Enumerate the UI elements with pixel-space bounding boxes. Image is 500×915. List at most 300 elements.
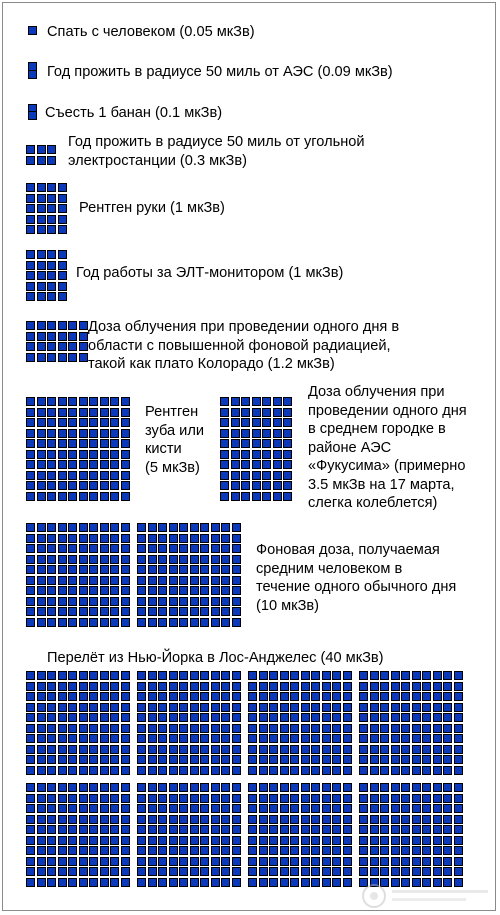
dose-square	[332, 846, 341, 855]
dose-square	[58, 804, 67, 813]
dose-square	[100, 576, 109, 585]
dose-square	[232, 523, 241, 532]
dose-square	[231, 460, 240, 469]
dose-square	[68, 555, 77, 564]
dose-square	[26, 450, 35, 459]
dose-square	[301, 836, 310, 845]
dose-square	[58, 492, 67, 501]
dose-square	[220, 450, 229, 459]
dose-square	[343, 682, 352, 691]
dose-square	[262, 418, 271, 427]
dose-square	[301, 745, 310, 754]
dose-square	[359, 724, 368, 733]
dose-square	[37, 878, 46, 887]
dose-square	[322, 745, 331, 754]
dose-square	[79, 755, 88, 764]
dose-square	[290, 836, 299, 845]
dose-square	[47, 783, 56, 792]
dose-square	[110, 783, 119, 792]
dose-square	[158, 544, 167, 553]
dose-square	[37, 215, 46, 224]
dose-square	[37, 783, 46, 792]
dose-square	[211, 586, 220, 595]
dose-square	[26, 145, 35, 154]
dose-square	[79, 576, 88, 585]
dose-square	[280, 867, 289, 876]
dose-square	[58, 576, 67, 585]
dose-square	[68, 815, 77, 824]
dose-square	[273, 450, 282, 459]
dose-square	[248, 734, 257, 743]
dose-square	[433, 703, 442, 712]
dose-square	[370, 825, 379, 834]
dose-square	[58, 755, 67, 764]
dose-square	[259, 878, 268, 887]
dose-square	[283, 408, 292, 417]
dose-square	[283, 471, 292, 480]
label-line: Доза облучения при проведении одного дня в	[88, 319, 400, 335]
dose-square	[169, 804, 178, 813]
dose-square	[190, 565, 199, 574]
dose-square	[273, 397, 282, 406]
dose-square	[200, 825, 209, 834]
dose-square	[259, 682, 268, 691]
dose-square	[412, 703, 421, 712]
dose-square	[179, 565, 188, 574]
dose-square	[190, 555, 199, 564]
dose-square	[79, 794, 88, 803]
dose-square	[273, 418, 282, 427]
dose-square	[47, 397, 56, 406]
dose-square	[110, 846, 119, 855]
dose-square	[232, 671, 241, 680]
dose-square	[148, 836, 157, 845]
dose-square	[401, 804, 410, 813]
dose-square	[232, 745, 241, 754]
dose-square	[211, 857, 220, 866]
dose-square	[211, 734, 220, 743]
dose-square	[47, 618, 56, 627]
dose-square	[248, 878, 257, 887]
dose-square	[443, 804, 452, 813]
dose-square	[110, 836, 119, 845]
dose-square	[148, 586, 157, 595]
dose-square	[332, 755, 341, 764]
dose-square	[433, 734, 442, 743]
dose-square	[370, 682, 379, 691]
dose-square	[26, 215, 35, 224]
dose-square	[391, 713, 400, 722]
dose-square	[401, 703, 410, 712]
dose-square	[79, 836, 88, 845]
dose-square	[100, 794, 109, 803]
dose-square	[311, 766, 320, 775]
dose-square	[121, 555, 130, 564]
dose-square	[110, 692, 119, 701]
dose-square	[37, 292, 46, 301]
dose-square	[311, 815, 320, 824]
dose-square	[47, 794, 56, 803]
dose-square	[137, 586, 146, 595]
dose-square	[454, 867, 463, 876]
dose-square	[200, 836, 209, 845]
dose-square	[37, 492, 46, 501]
dose-square	[100, 408, 109, 417]
dose-square	[148, 692, 157, 701]
dose-square	[26, 555, 35, 564]
dose-square	[79, 534, 88, 543]
dose-square	[433, 745, 442, 754]
dose-square	[137, 755, 146, 764]
dose-square	[158, 734, 167, 743]
dose-square	[121, 586, 130, 595]
dose-square	[259, 804, 268, 813]
block-flight-8	[359, 783, 463, 887]
dose-square	[26, 724, 35, 733]
dose-square	[259, 857, 268, 866]
dose-square	[231, 418, 240, 427]
dose-square	[290, 857, 299, 866]
dose-square	[301, 857, 310, 866]
dose-square	[290, 878, 299, 887]
dose-square	[311, 682, 320, 691]
dose-square	[37, 460, 46, 469]
dose-square	[169, 703, 178, 712]
dose-square	[343, 846, 352, 855]
dose-square	[179, 794, 188, 803]
dose-square	[190, 794, 199, 803]
dose-square	[454, 745, 463, 754]
dose-square	[443, 867, 452, 876]
dose-square	[301, 825, 310, 834]
dose-square	[200, 745, 209, 754]
dose-square	[232, 783, 241, 792]
dose-square	[412, 766, 421, 775]
dose-square	[110, 671, 119, 680]
dose-square	[259, 867, 268, 876]
dose-square	[211, 755, 220, 764]
dose-square	[343, 867, 352, 876]
dose-square	[158, 703, 167, 712]
dose-square	[443, 825, 452, 834]
dose-square	[68, 867, 77, 876]
dose-square	[200, 555, 209, 564]
dose-square	[89, 804, 98, 813]
dose-square	[232, 713, 241, 722]
dose-square	[322, 682, 331, 691]
dose-square	[179, 766, 188, 775]
dose-square	[280, 766, 289, 775]
block-banana	[28, 104, 37, 120]
dose-square	[343, 692, 352, 701]
dose-square	[290, 682, 299, 691]
dose-square	[322, 703, 331, 712]
dose-square	[68, 703, 77, 712]
dose-square	[169, 815, 178, 824]
dose-square	[248, 825, 257, 834]
dose-square	[179, 534, 188, 543]
label-line: в среднем городке в	[308, 421, 446, 437]
dose-square	[290, 783, 299, 792]
dose-square	[370, 846, 379, 855]
dose-square	[283, 450, 292, 459]
dose-square	[79, 342, 88, 351]
dose-square	[100, 565, 109, 574]
dose-square	[211, 745, 220, 754]
dose-square	[100, 429, 109, 438]
dose-square	[100, 439, 109, 448]
dose-square	[232, 825, 241, 834]
dose-square	[79, 429, 88, 438]
dose-square	[26, 846, 35, 855]
dose-square	[433, 846, 442, 855]
dose-square	[322, 804, 331, 813]
dose-square	[190, 825, 199, 834]
dose-square	[290, 724, 299, 733]
dose-square	[158, 597, 167, 606]
dose-square	[311, 745, 320, 754]
label-line: слегка колеблется)	[308, 495, 438, 511]
dose-square	[269, 846, 278, 855]
dose-square	[311, 755, 320, 764]
dose-square	[283, 439, 292, 448]
dose-square	[68, 878, 77, 887]
dose-square	[137, 766, 146, 775]
dose-square	[190, 692, 199, 701]
dose-square	[47, 292, 56, 301]
label-colorado	[88, 318, 399, 374]
dose-square	[68, 682, 77, 691]
dose-square	[401, 713, 410, 722]
dose-square	[343, 766, 352, 775]
dose-square	[37, 576, 46, 585]
dose-square	[290, 867, 299, 876]
dose-square	[37, 836, 46, 845]
dose-square	[190, 783, 199, 792]
dose-square	[58, 867, 67, 876]
dose-square	[137, 565, 146, 574]
dose-square	[443, 755, 452, 764]
dose-square	[443, 703, 452, 712]
dose-square	[58, 878, 67, 887]
dose-square	[89, 724, 98, 733]
dose-square	[169, 692, 178, 701]
dose-square	[148, 783, 157, 792]
dose-square	[332, 857, 341, 866]
dose-square	[269, 878, 278, 887]
dose-square	[370, 766, 379, 775]
dose-square	[110, 804, 119, 813]
dose-square	[391, 825, 400, 834]
dose-square	[158, 534, 167, 543]
dose-square	[47, 745, 56, 754]
dose-square	[89, 418, 98, 427]
dose-square	[370, 734, 379, 743]
dose-square	[37, 282, 46, 291]
dose-square	[68, 534, 77, 543]
dose-square	[280, 794, 289, 803]
dose-square	[100, 836, 109, 845]
dose-square	[273, 429, 282, 438]
dose-square	[359, 713, 368, 722]
dose-square	[232, 607, 241, 616]
dose-square	[26, 523, 35, 532]
dose-square	[158, 867, 167, 876]
dose-square	[26, 836, 35, 845]
dose-square	[68, 766, 77, 775]
dose-square	[158, 618, 167, 627]
dose-square	[89, 450, 98, 459]
dose-square	[137, 745, 146, 754]
dose-square	[89, 586, 98, 595]
dose-square	[454, 825, 463, 834]
dose-square	[232, 576, 241, 585]
dose-square	[148, 703, 157, 712]
dose-square	[220, 418, 229, 427]
dose-square	[68, 794, 77, 803]
dose-square	[179, 618, 188, 627]
dose-square	[391, 682, 400, 691]
dose-square	[58, 825, 67, 834]
dose-square	[47, 353, 56, 362]
dose-square	[121, 755, 130, 764]
dose-square	[79, 460, 88, 469]
dose-square	[273, 439, 282, 448]
dose-square	[58, 857, 67, 866]
dose-square	[58, 439, 67, 448]
dose-square	[248, 745, 257, 754]
dose-square	[58, 783, 67, 792]
dose-square	[200, 576, 209, 585]
dose-square	[26, 745, 35, 754]
dose-square	[221, 815, 230, 824]
dose-square	[370, 783, 379, 792]
dose-square	[252, 429, 261, 438]
dose-square	[412, 867, 421, 876]
dose-square	[121, 429, 130, 438]
dose-square	[454, 846, 463, 855]
dose-square	[283, 460, 292, 469]
dose-square	[137, 671, 146, 680]
dose-square	[68, 471, 77, 480]
dose-square	[79, 857, 88, 866]
dose-square	[443, 794, 452, 803]
dose-square	[343, 825, 352, 834]
dose-square	[231, 471, 240, 480]
dose-square	[248, 682, 257, 691]
dose-square	[343, 878, 352, 887]
dose-square	[322, 724, 331, 733]
dose-square	[248, 794, 257, 803]
dose-square	[443, 857, 452, 866]
dose-square	[311, 713, 320, 722]
dose-square	[241, 418, 250, 427]
dose-square	[311, 794, 320, 803]
dose-square	[262, 460, 271, 469]
dose-square	[391, 755, 400, 764]
dose-square	[58, 460, 67, 469]
dose-square	[37, 671, 46, 680]
dose-square	[121, 766, 130, 775]
dose-square	[148, 766, 157, 775]
dose-square	[221, 534, 230, 543]
dose-square	[273, 408, 282, 417]
dose-square	[110, 597, 119, 606]
dose-square	[391, 671, 400, 680]
dose-square	[359, 734, 368, 743]
dose-square	[158, 523, 167, 532]
dose-square	[422, 867, 431, 876]
dose-square	[259, 766, 268, 775]
dose-square	[37, 353, 46, 362]
dose-square	[401, 692, 410, 701]
dose-square	[232, 534, 241, 543]
dose-square	[454, 783, 463, 792]
dose-square	[269, 671, 278, 680]
dose-square	[211, 555, 220, 564]
dose-square	[422, 804, 431, 813]
dose-square	[68, 745, 77, 754]
dose-square	[137, 734, 146, 743]
label-line: электростанции (0.3 мкЗв)	[68, 152, 247, 169]
dose-square	[311, 671, 320, 680]
dose-square	[79, 703, 88, 712]
dose-square	[332, 724, 341, 733]
dose-square	[47, 321, 56, 330]
label-fukushima	[308, 383, 467, 513]
dose-square	[37, 734, 46, 743]
dose-square	[401, 783, 410, 792]
dose-square	[68, 544, 77, 553]
dose-square	[290, 692, 299, 701]
label-line: (10 мкЗв)	[256, 597, 319, 614]
dose-square	[89, 857, 98, 866]
dose-square	[58, 332, 67, 341]
dose-square	[221, 607, 230, 616]
dose-square	[343, 724, 352, 733]
dose-square	[37, 766, 46, 775]
dose-square	[391, 867, 400, 876]
dose-square	[190, 703, 199, 712]
dose-square	[26, 194, 35, 203]
dose-square	[100, 804, 109, 813]
dose-square	[211, 794, 220, 803]
dose-square	[301, 878, 310, 887]
dose-square	[343, 703, 352, 712]
dose-square	[200, 724, 209, 733]
dose-square	[79, 586, 88, 595]
dose-square	[370, 836, 379, 845]
dose-square	[79, 321, 88, 330]
dose-square	[332, 836, 341, 845]
dose-square	[422, 745, 431, 754]
dose-square	[290, 846, 299, 855]
dose-square	[200, 734, 209, 743]
dose-square	[68, 353, 77, 362]
dose-square	[47, 261, 56, 270]
dose-square	[232, 682, 241, 691]
label-line: Фоновая доза, получаемая	[256, 542, 440, 558]
dose-square	[68, 429, 77, 438]
dose-square	[37, 867, 46, 876]
dose-square	[100, 783, 109, 792]
block-flight-7	[248, 783, 352, 887]
dose-square	[401, 867, 410, 876]
dose-square	[121, 857, 130, 866]
dose-square	[190, 878, 199, 887]
dose-square	[169, 576, 178, 585]
dose-square	[79, 481, 88, 490]
